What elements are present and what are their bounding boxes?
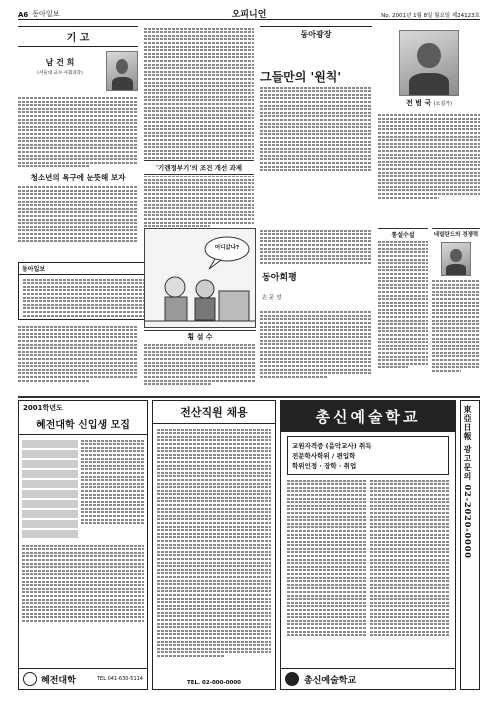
column-right2-photo — [441, 242, 471, 276]
contribution-body — [144, 26, 254, 258]
column-right-label: 통설수설 — [378, 228, 428, 239]
section-title: 오피니언 — [231, 10, 267, 20]
ad-side-vertical — [460, 400, 480, 690]
column-right-b — [432, 228, 480, 392]
ad-hyejeon-footer: 혜전대학 — [41, 675, 76, 686]
author-name: 남 건 희 — [45, 58, 75, 67]
ad-chongshin-sub3: 학위인정 · 장학 · 취업 — [292, 462, 357, 470]
ad-chongshin — [280, 400, 456, 690]
page-number: A6 — [18, 11, 29, 19]
cartoon-balloon: 어디갔나? — [214, 245, 240, 251]
ad-recruit — [152, 400, 276, 690]
editorial-strip — [144, 330, 256, 392]
info-title: 동아일보 — [22, 266, 46, 273]
ad-hyejeon-title: 혜전대학 신입생 모집 — [19, 415, 147, 435]
column-label: 기 고 — [66, 33, 90, 44]
editorial-cartoon — [144, 228, 256, 328]
plaza-author-photo — [399, 30, 459, 96]
ad-divider — [18, 396, 480, 398]
ad-recruit-title: 전산직원 채용 — [153, 401, 275, 424]
plaza-author-title: (소설가) — [433, 101, 452, 107]
page-header — [18, 6, 480, 20]
pull-quote: '기렌정부기'의 조건 개선 과제 — [144, 160, 254, 175]
ad-chongshin-sub2: 전문학사학위 / 편입학 — [292, 452, 356, 460]
plaza-author-block — [378, 26, 480, 226]
hyejeon-logo-icon — [23, 672, 37, 686]
ad-hyejeon-year: 2001학년도 — [23, 404, 63, 412]
plaza-headline: 그들만의 '원칙' — [260, 70, 342, 84]
paper-name: 동아일보 — [32, 10, 60, 18]
left-lower-text — [18, 324, 138, 392]
ad-side-text: 東亞日報 광고문의 02-2020-0000 — [463, 405, 473, 559]
author-title: (서울대 교수·사회과학) — [37, 71, 83, 76]
cartoon-artist: 손 문 성 — [262, 295, 282, 301]
chongshin-logo-icon — [285, 672, 299, 686]
center-lower-text — [260, 228, 372, 392]
ad-recruit-contact: TEL. 02-000-0000 — [186, 680, 242, 686]
plaza-author-name: 전 범 국 — [405, 99, 432, 107]
cartoon-title: 동아희평 — [262, 273, 297, 283]
ad-chongshin-title: 총신예술학교 — [281, 401, 455, 432]
author-photo — [106, 51, 138, 91]
contribution-column — [18, 26, 138, 258]
column-subhead: 청소년의 욕구에 눈뜻해 보자 — [30, 173, 126, 183]
donga-plaza-column — [260, 26, 372, 226]
column-right-a — [378, 228, 428, 392]
pull-quote-block — [144, 160, 254, 176]
plaza-label: 동아광장 — [300, 29, 332, 39]
ad-chongshin-sub1: 교원자격증 (음악교사) 취득 — [292, 442, 372, 450]
editorial-label: 횡 설 수 — [144, 330, 256, 342]
ad-chongshin-footer: 총신예술학교 — [304, 675, 357, 686]
ad-hyejeon — [18, 400, 148, 690]
column-right2-label: 네덜란드의 경쟁력 — [432, 228, 480, 238]
issue-info: No. 2001년 1월 8일 월요일 제24123호 — [381, 13, 480, 19]
ad-hyejeon-contact: TEL 041-630-5114 — [96, 676, 143, 682]
